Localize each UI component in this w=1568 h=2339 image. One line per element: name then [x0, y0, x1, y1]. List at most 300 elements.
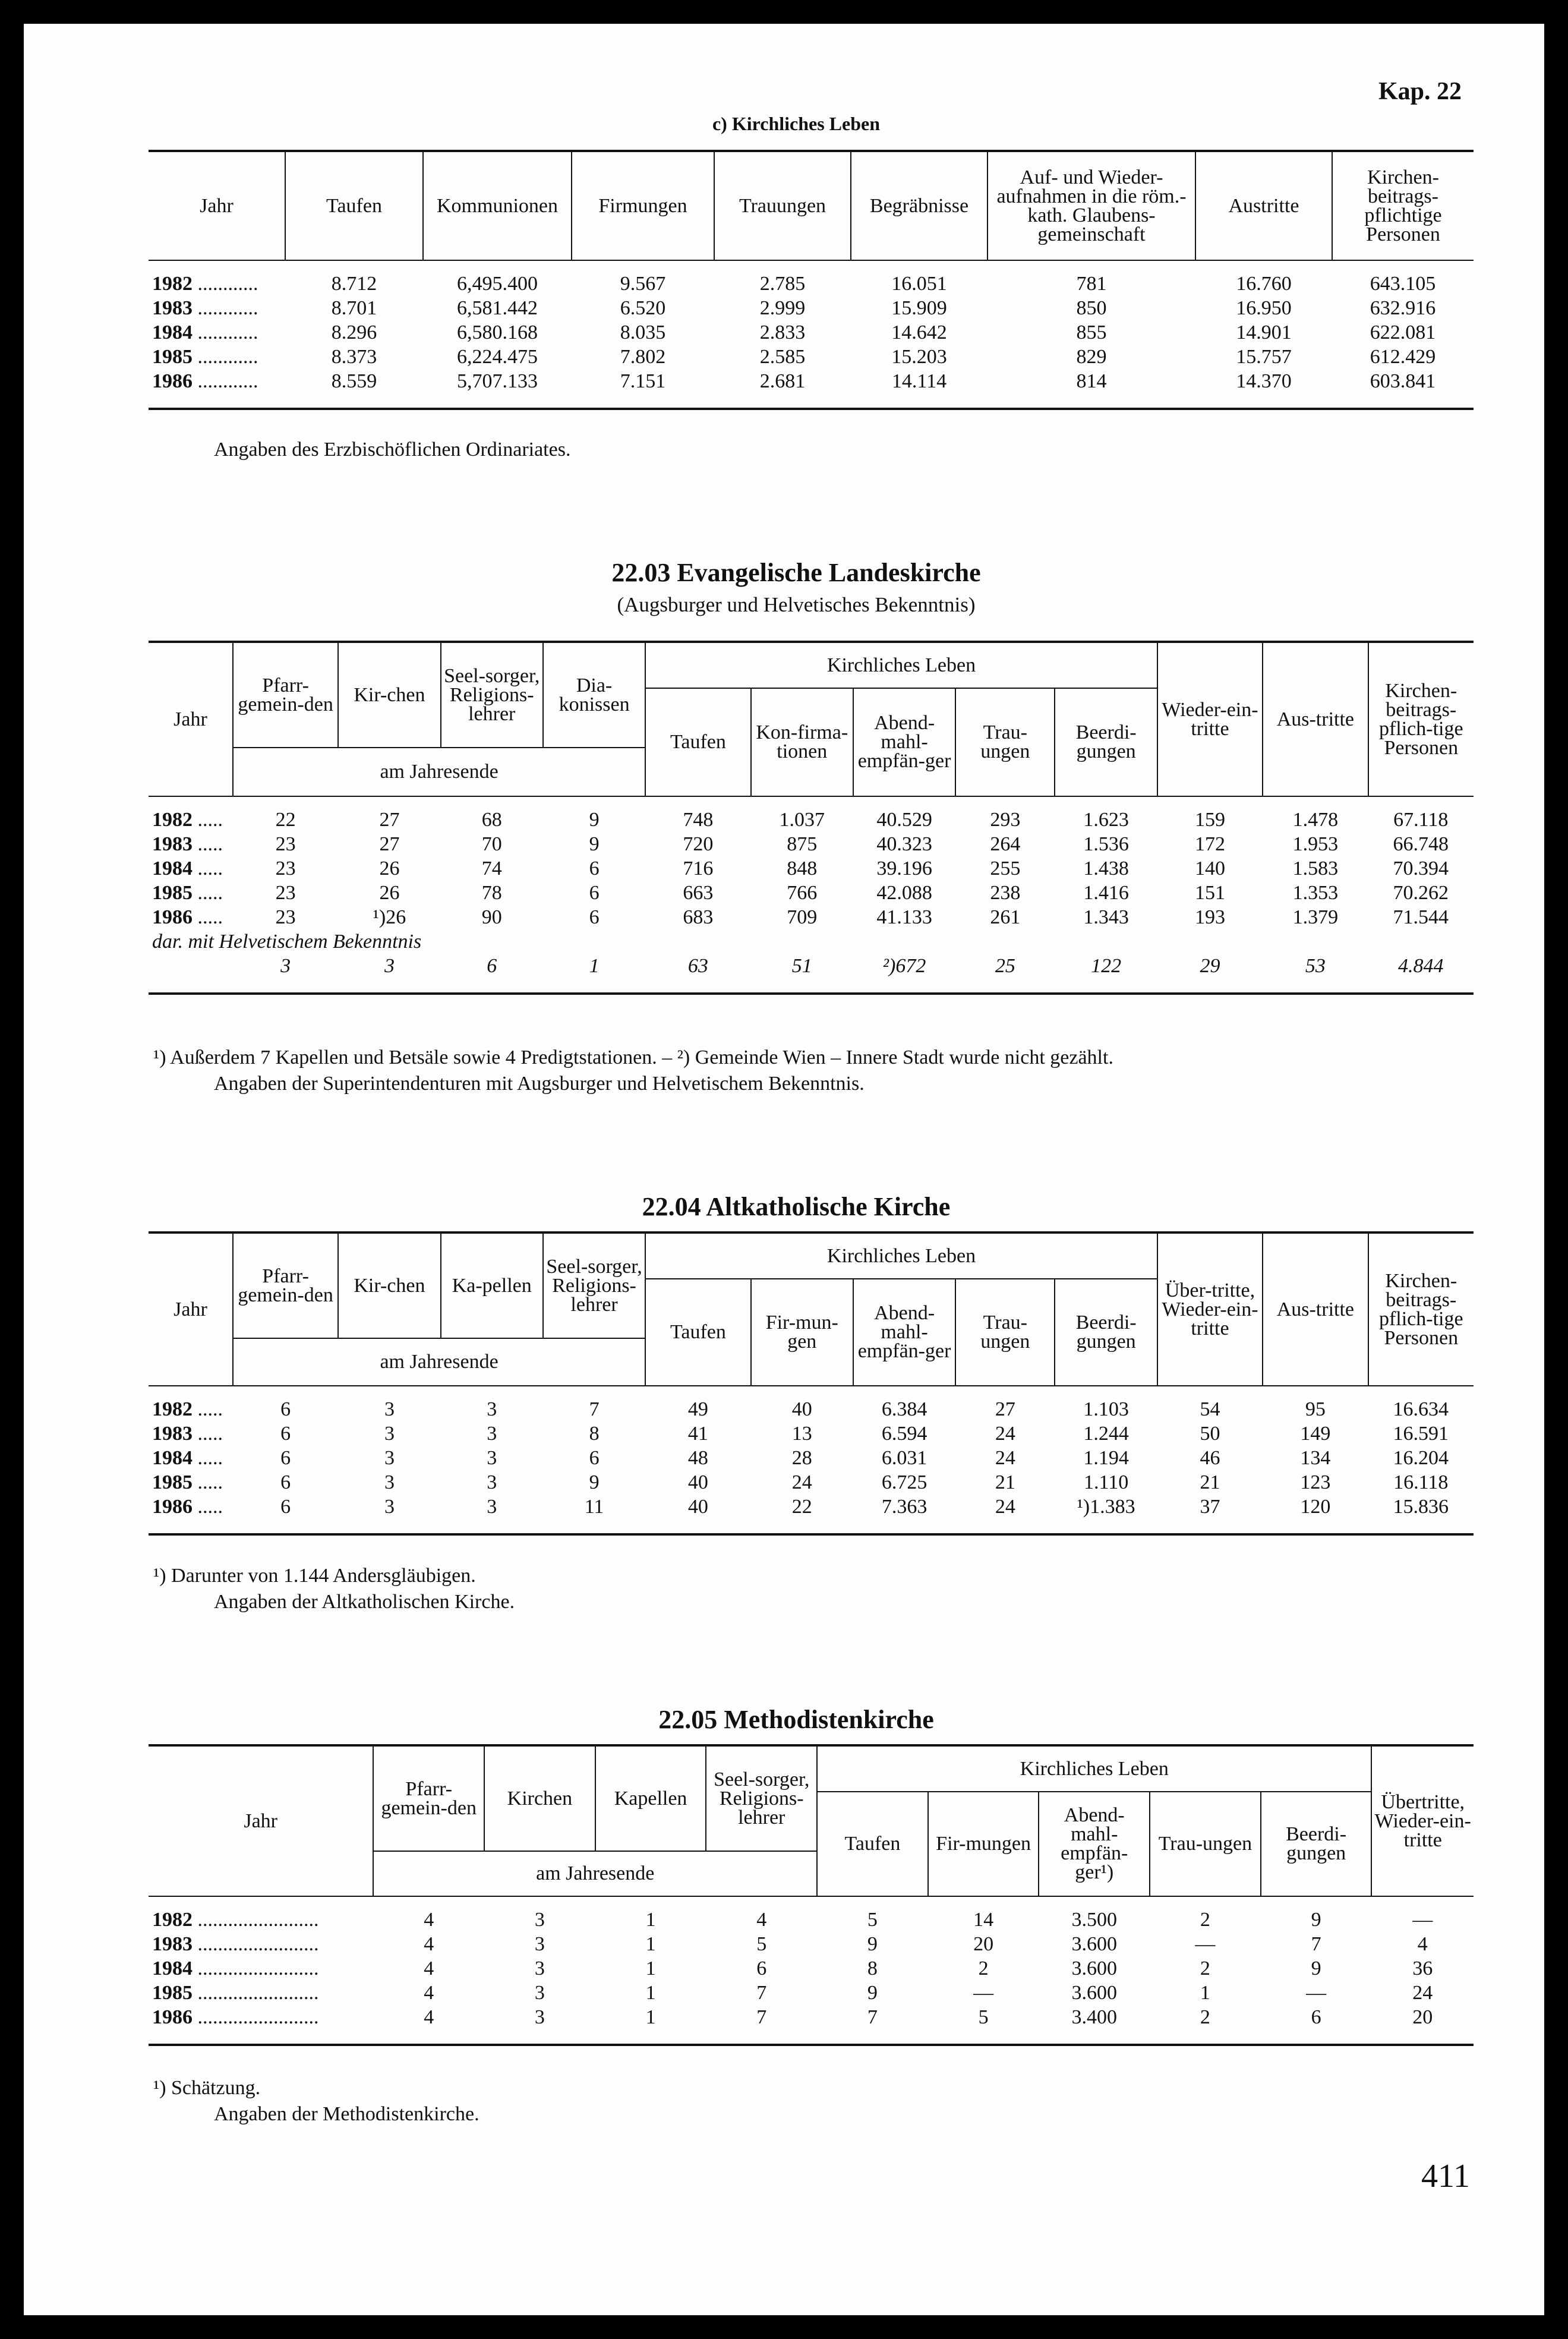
year-label: 1986	[152, 2006, 193, 2028]
table-row	[149, 905, 1474, 929]
table-cell: 24	[791, 1471, 812, 1493]
table-cell: 16.760	[1236, 273, 1292, 295]
table-cell: 48	[687, 1447, 708, 1469]
table-cell: 3.600	[1071, 1933, 1117, 1955]
table-cell: 7	[867, 2006, 878, 2028]
table-cell: 49	[687, 1398, 708, 1420]
table-cell: 8.035	[620, 321, 666, 343]
table-cell: 4	[424, 1982, 434, 2004]
table-cell: 40	[687, 1471, 708, 1493]
table-cell: 70.262	[1393, 882, 1449, 904]
table-cell: 14.370	[1236, 370, 1292, 392]
col-kirchliches-leben: Kirchliches Leben	[645, 642, 1157, 688]
table-cell: ¹)26	[373, 906, 406, 928]
col-kirchen: Kir-chen	[338, 642, 440, 748]
table-cell: 120	[1300, 1496, 1331, 1518]
col-beerdigungen: Beerdi-gungen	[1055, 688, 1157, 796]
table-cell: 1.478	[1292, 809, 1339, 831]
section-2203-subtitle: (Augsburger und Helvetisches Bekenntnis)	[617, 593, 976, 616]
year-label: 1982	[152, 1909, 193, 1931]
table-cell: 875	[787, 833, 818, 855]
col-firmungen: Fir-mungen	[928, 1792, 1039, 1896]
table-cell: 193	[1194, 906, 1225, 928]
table-cell: 14.901	[1236, 321, 1292, 343]
helv-values-row	[149, 954, 1474, 978]
table-row	[149, 832, 1474, 856]
table-cell: 26	[379, 858, 400, 880]
table-cell: 3	[384, 955, 395, 977]
table-cell: 22	[791, 1496, 812, 1518]
table-cell: 255	[990, 858, 1021, 880]
year-cell	[149, 1932, 373, 1956]
table-cell: 5	[867, 1909, 878, 1931]
table-cell: 24	[995, 1447, 1015, 1469]
table-cell: 8.701	[331, 297, 377, 319]
table-cell: 24	[1412, 1982, 1433, 2004]
table-cell: 40.323	[876, 833, 932, 855]
table-cell: 134	[1300, 1447, 1331, 1469]
table-cell: 1.583	[1292, 858, 1339, 880]
table-cell: 6.594	[881, 1423, 927, 1445]
year-label: 1986	[152, 1496, 193, 1518]
table-row	[149, 808, 1474, 832]
table-cell: 67.118	[1393, 809, 1449, 831]
col-kirchliches-leben: Kirchliches Leben	[817, 1745, 1371, 1792]
table-cell: 6	[487, 955, 497, 977]
year-cell	[149, 345, 285, 369]
year-label: 1983	[152, 297, 193, 319]
year-cell	[149, 856, 233, 881]
page-number: 411	[1421, 2158, 1470, 2195]
table-cell: —	[1306, 1982, 1327, 2004]
table-cell: 40	[791, 1398, 812, 1420]
table-cell: ¹)1.383	[1077, 1496, 1135, 1518]
table-cell: 6.725	[881, 1471, 927, 1493]
chapter-label: Kap. 22	[1378, 78, 1462, 105]
year-cell	[149, 320, 285, 345]
table-cell: 9	[589, 833, 600, 855]
table-cell: 23	[275, 833, 296, 855]
col-austritte: Aus-tritte	[1263, 1232, 1368, 1386]
col-pfarrgemeinden: Pfarr-gemein-den	[233, 1232, 338, 1338]
table-cell: 27	[379, 833, 400, 855]
section-2203-footnote: ¹) Außerdem 7 Kapellen und Betsäle sowie 4 Predigtstationen. – ²) Gemeinde Wien – Innere Stadt wurde nicht gezählt.	[153, 1046, 1113, 1068]
table-cell: 748	[683, 809, 714, 831]
table-cell: 5,707.133	[457, 370, 538, 392]
table-cell: 603.841	[1370, 370, 1436, 392]
table-cell: 2.833	[759, 321, 806, 343]
table-cell: 70	[481, 833, 502, 855]
table-cell: 122	[1091, 955, 1122, 977]
table-cell: 4	[424, 2006, 434, 2028]
table-cell: 9	[1311, 1909, 1321, 1931]
col-am-jahresende: am Jahresende	[233, 748, 645, 796]
table-cell: 6	[589, 906, 600, 928]
table-cell: 2	[1200, 2006, 1210, 2028]
table-cell: 41.133	[876, 906, 932, 928]
table-kirchliches-leben	[149, 150, 1474, 410]
helv-label-row	[149, 929, 1474, 954]
leader-dots: .....	[197, 809, 223, 831]
col-kirchen: Kir-chen	[338, 1232, 440, 1338]
leader-dots: .....	[197, 1496, 223, 1518]
year-cell	[149, 1495, 233, 1519]
col-seelsorger: Seel-sorger, Religions-lehrer	[543, 1232, 645, 1338]
year-label: 1983	[152, 1423, 193, 1445]
table-cell: ²)672	[882, 955, 926, 977]
year-label: 1984	[152, 1957, 193, 1979]
table-cell: 9	[867, 1982, 878, 2004]
table-altkatholische-kirche	[149, 1231, 1474, 1536]
table-cell: 14.114	[891, 370, 947, 392]
table-cell: 13	[791, 1423, 812, 1445]
col-taufen: Taufen	[645, 688, 750, 796]
table-cell: 71.544	[1393, 906, 1449, 928]
table-cell: 6.031	[881, 1447, 927, 1469]
section-2204-footnote: ¹) Darunter von 1.144 Andersgläubigen.	[153, 1565, 476, 1587]
table-cell: 3.500	[1071, 1909, 1117, 1931]
table-cell: 39.196	[876, 858, 932, 880]
table-cell: 41	[687, 1423, 708, 1445]
table-cell: 27	[995, 1398, 1015, 1420]
table-row	[149, 1932, 1474, 1956]
year-label: 1983	[152, 833, 193, 855]
col-trauungen: Trauungen	[714, 151, 851, 260]
table-cell: 6	[280, 1471, 291, 1493]
table-cell: —	[1195, 1933, 1216, 1955]
table-cell: —	[1412, 1909, 1433, 1931]
section-c-title: c) Kirchliches Leben	[712, 113, 881, 134]
table-cell: 9	[589, 1471, 600, 1493]
year-cell	[149, 272, 285, 296]
year-label: 1986	[152, 906, 193, 928]
col-kirchliches-leben: Kirchliches Leben	[645, 1232, 1157, 1279]
table-cell: 28	[791, 1447, 812, 1469]
col-jahr: Jahr	[149, 642, 233, 796]
table-cell: 1	[645, 1933, 656, 1955]
table-cell: 6,581.442	[457, 297, 538, 319]
table-cell: 4	[1417, 1933, 1428, 1955]
table-cell: 6	[589, 1447, 600, 1469]
table-cell: 1.416	[1083, 882, 1129, 904]
table-cell: 6,495.400	[457, 273, 538, 295]
table-cell: 7	[756, 1982, 767, 2004]
table-cell: 3.400	[1071, 2006, 1117, 2028]
table-cell: 2.785	[759, 273, 806, 295]
table-cell: 16.118	[1393, 1471, 1449, 1493]
col-pfarrgemeinden: Pfarr-gemein-den	[233, 642, 338, 748]
col-am-jahresende: am Jahresende	[373, 1851, 817, 1896]
table-cell: 4	[756, 1909, 767, 1931]
year-cell	[149, 1397, 233, 1421]
table-cell: 95	[1305, 1398, 1326, 1420]
section-2205-source: Angaben der Methodistenkirche.	[214, 2103, 479, 2125]
table-row	[149, 856, 1474, 881]
table-cell: 172	[1194, 833, 1225, 855]
table-cell: 293	[990, 809, 1021, 831]
table-cell: 151	[1194, 882, 1225, 904]
col-abendmahl: Abend-mahl-empfän-ger	[853, 688, 955, 796]
col-kirchen: Kirchen	[484, 1745, 595, 1851]
table-row	[149, 1446, 1474, 1470]
col-trauungen: Trau-ungen	[955, 1279, 1055, 1386]
leader-dots: .....	[197, 882, 223, 904]
col-am-jahresende: am Jahresende	[233, 1338, 645, 1386]
table-cell: 2	[1200, 1909, 1210, 1931]
table-cell: 40	[687, 1496, 708, 1518]
section-2203-title: 22.03 Evangelische Landeskirche	[611, 558, 981, 587]
table-cell: 720	[683, 833, 714, 855]
table-cell: 66.748	[1393, 833, 1449, 855]
table-cell: 4	[424, 1933, 434, 1955]
table-cell: 6,224.475	[457, 346, 538, 368]
table-cell: 8.712	[331, 273, 377, 295]
table-cell: 149	[1300, 1423, 1331, 1445]
col-taufen: Taufen	[285, 151, 423, 260]
table-row	[149, 369, 1474, 393]
col-konfirmationen: Kon-firma-tionen	[751, 688, 853, 796]
col-firmungen: Firmungen	[572, 151, 714, 260]
col-taufen: Taufen	[645, 1279, 750, 1386]
table-cell: 20	[1412, 2006, 1433, 2028]
table-cell: 25	[995, 955, 1015, 977]
table-row	[149, 272, 1474, 296]
table-cell: 781	[1076, 273, 1107, 295]
table-cell: 123	[1300, 1471, 1331, 1493]
leader-dots: .....	[197, 1447, 223, 1469]
table-cell: 1.343	[1083, 906, 1129, 928]
table-cell: 11	[584, 1496, 604, 1518]
table-cell: 26	[379, 882, 400, 904]
table-cell: 14.642	[891, 321, 947, 343]
table-cell: 7	[756, 2006, 767, 2028]
col-kommunionen: Kommunionen	[423, 151, 572, 260]
table-cell: 848	[787, 858, 818, 880]
table-cell: 622.081	[1370, 321, 1436, 343]
table-cell: 5	[756, 1933, 767, 1955]
leader-dots: .....	[197, 1423, 223, 1445]
col-austritte: Austritte	[1195, 151, 1332, 260]
leader-dots: ............	[197, 370, 258, 392]
leader-dots: ............	[197, 321, 258, 343]
table-cell: 1	[645, 2006, 656, 2028]
table-cell: 27	[379, 809, 400, 831]
col-abendmahl: Abend-mahl-empfän-ger¹)	[1039, 1792, 1150, 1896]
leader-dots: ........................	[197, 1982, 319, 2004]
col-begraebnisse: Begräbnisse	[851, 151, 988, 260]
year-label: 1982	[152, 273, 193, 295]
year-cell	[149, 1446, 233, 1470]
table-cell: 3	[534, 2006, 545, 2028]
table-cell: 3	[534, 1957, 545, 1979]
table-cell: 74	[481, 858, 502, 880]
table-cell: 683	[683, 906, 714, 928]
table-cell: 50	[1200, 1423, 1220, 1445]
table-cell: 6.520	[620, 297, 666, 319]
section-2205-title: 22.05 Methodistenkirche	[658, 1705, 934, 1734]
table-cell: 53	[1305, 955, 1326, 977]
col-beerdigungen: Beerdi-gungen	[1261, 1792, 1372, 1896]
col-jahr: Jahr	[149, 151, 285, 260]
page	[24, 24, 1544, 2315]
table-cell: 6	[280, 1423, 291, 1445]
table-cell: 1	[645, 1909, 656, 1931]
table-cell: 16.591	[1393, 1423, 1449, 1445]
col-kirchenbeitrag: Kirchen-beitrags-pflich-tige Personen	[1368, 642, 1474, 796]
table-cell: 15.836	[1393, 1496, 1449, 1518]
table-cell: 24	[995, 1423, 1015, 1445]
table-cell: 24	[995, 1496, 1015, 1518]
table-cell: 68	[481, 809, 502, 831]
table-cell: 612.429	[1370, 346, 1436, 368]
year-cell	[149, 1956, 373, 1981]
table-cell: 2.585	[759, 346, 806, 368]
leader-dots: ............	[197, 346, 258, 368]
empty-cell	[149, 954, 233, 978]
year-cell	[149, 881, 233, 905]
table-cell: 716	[683, 858, 714, 880]
table-cell: 16.204	[1393, 1447, 1449, 1469]
table-cell: 8	[867, 1957, 878, 1979]
year-cell	[149, 1908, 373, 1932]
table-cell: 1.110	[1083, 1471, 1129, 1493]
table-cell: 16.051	[891, 273, 947, 295]
leader-dots: ........................	[197, 1909, 319, 1931]
table-cell: 23	[275, 906, 296, 928]
table-cell: 9.567	[620, 273, 666, 295]
table-cell: 3	[384, 1398, 395, 1420]
section-2205-footnote: ¹) Schätzung.	[153, 2077, 261, 2099]
year-cell	[149, 832, 233, 856]
year-label: 1985	[152, 1471, 193, 1493]
leader-dots: .....	[197, 906, 223, 928]
table-row	[149, 2005, 1474, 2029]
table-evangelische-landeskirche	[149, 641, 1474, 995]
table-cell: 6	[589, 882, 600, 904]
table-cell: 2.999	[759, 297, 806, 319]
table-cell: 3.600	[1071, 1982, 1117, 2004]
col-trauungen: Trau-ungen	[955, 688, 1055, 796]
table-cell: 8	[589, 1423, 600, 1445]
table-cell: 766	[787, 882, 818, 904]
table-cell: 23	[275, 882, 296, 904]
year-cell	[149, 905, 233, 929]
table-cell: 663	[683, 882, 714, 904]
table-cell: 5	[978, 2006, 989, 2028]
table-cell: 140	[1194, 858, 1225, 880]
table-cell: 4.844	[1398, 955, 1444, 977]
table-cell: 42.088	[876, 882, 932, 904]
table-cell: 6.384	[881, 1398, 927, 1420]
leader-dots: ........................	[197, 1933, 319, 1955]
table-cell: 1.353	[1292, 882, 1339, 904]
leader-dots: .....	[197, 858, 223, 880]
table-cell: 2.681	[759, 370, 806, 392]
table-cell: 21	[1200, 1471, 1220, 1493]
table-cell: 40.529	[876, 809, 932, 831]
leader-dots: ........................	[197, 1957, 319, 1979]
year-label: 1982	[152, 809, 193, 831]
table-cell: 16.634	[1393, 1398, 1449, 1420]
table-cell: 855	[1076, 321, 1107, 343]
table-row	[149, 296, 1474, 320]
section-2204-title: 22.04 Altkatholische Kirche	[642, 1192, 951, 1221]
year-label: 1982	[152, 1398, 193, 1420]
table-row	[149, 1495, 1474, 1519]
table-cell: 3	[487, 1496, 497, 1518]
table-cell: 829	[1076, 346, 1107, 368]
year-cell	[149, 2005, 373, 2029]
table-cell: 4	[424, 1909, 434, 1931]
col-abendmahl: Abend-mahl-empfän-ger	[853, 1279, 955, 1386]
col-seelsorger: Seel-sorger, Religions-lehrer	[706, 1745, 817, 1851]
leader-dots: .....	[197, 833, 223, 855]
table-cell: 709	[787, 906, 818, 928]
table-cell: 15.203	[891, 346, 947, 368]
table-cell: 7.151	[620, 370, 666, 392]
col-kapellen: Kapellen	[595, 1745, 706, 1851]
col-wiedereintritte: Wieder-ein-tritte	[1157, 642, 1263, 796]
table-cell: 37	[1200, 1496, 1220, 1518]
leader-dots: ............	[197, 297, 258, 319]
col-kapellen: Ka-pellen	[441, 1232, 543, 1338]
table-row	[149, 345, 1474, 369]
table-cell: 7.363	[881, 1496, 927, 1518]
table-cell: 3	[487, 1423, 497, 1445]
table-cell: 2	[1200, 1957, 1210, 1979]
table-cell: 1.379	[1292, 906, 1339, 928]
col-kirchenbeitrag: Kirchen-beitrags-pflich-tige Personen	[1368, 1232, 1474, 1386]
section-2203-source: Angaben der Superintendenturen mit Augsburger und Helvetischem Bekenntnis.	[214, 1073, 865, 1095]
table-cell: 6	[756, 1957, 767, 1979]
section-c-source: Angaben des Erzbischöflichen Ordinariates.	[214, 439, 571, 461]
year-label: 1986	[152, 370, 193, 392]
helv-label: dar. mit Helvetischem Bekenntnis	[152, 931, 422, 953]
year-cell	[149, 296, 285, 320]
table-cell: 850	[1076, 297, 1107, 319]
table-cell: 6	[280, 1496, 291, 1518]
table-cell: 3	[384, 1447, 395, 1469]
table-cell: 1.623	[1083, 809, 1129, 831]
table-cell: 70.394	[1393, 858, 1449, 880]
leader-dots: .....	[197, 1471, 223, 1493]
section-2204-source: Angaben der Altkatholischen Kirche.	[214, 1591, 515, 1613]
table-cell: 632.916	[1370, 297, 1436, 319]
table-cell: 36	[1412, 1957, 1433, 1979]
table-cell: 643.105	[1370, 273, 1436, 295]
table-cell: 1.244	[1083, 1423, 1129, 1445]
table-cell: 159	[1194, 809, 1225, 831]
year-cell	[149, 808, 233, 832]
year-label: 1984	[152, 1447, 193, 1469]
table-row	[149, 1981, 1474, 2005]
table-methodistenkirche	[149, 1744, 1474, 2046]
table-cell: 16.950	[1236, 297, 1292, 319]
col-pfarrgemeinden: Pfarr-gemein-den	[373, 1745, 484, 1851]
col-austritte: Aus-tritte	[1263, 642, 1368, 796]
table-cell: 63	[687, 955, 708, 977]
table-cell: 7	[589, 1398, 600, 1420]
table-cell: 1.194	[1083, 1447, 1129, 1469]
table-cell: 6	[589, 858, 600, 880]
table-cell: 1.536	[1083, 833, 1129, 855]
col-taufen: Taufen	[817, 1792, 928, 1896]
table-cell: 2	[978, 1957, 989, 1979]
table-cell: 1	[1200, 1982, 1210, 2004]
leader-dots: .....	[197, 1398, 223, 1420]
col-jahr: Jahr	[149, 1745, 373, 1896]
table-cell: 8.296	[331, 321, 377, 343]
